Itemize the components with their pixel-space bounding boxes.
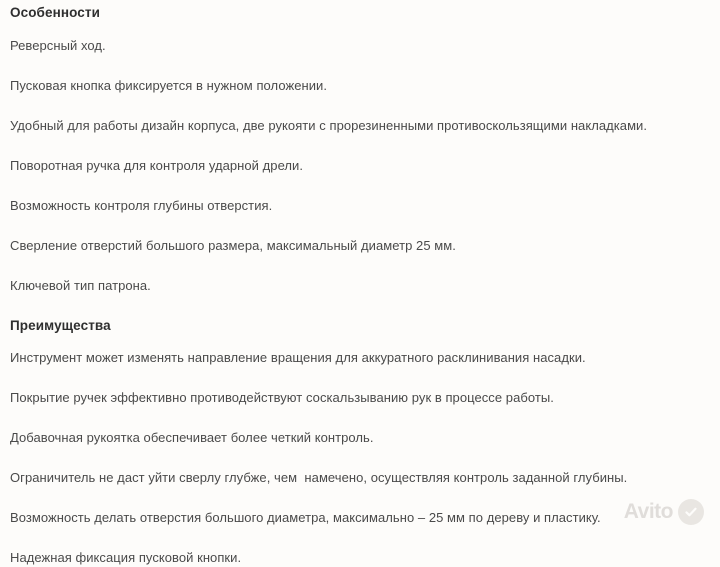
- section-title-advantages: Преимущества: [10, 318, 111, 333]
- avito-watermark: [624, 499, 704, 525]
- list-item: Ключевой тип патрона.: [10, 278, 151, 293]
- list-item: Возможность делать отверстия большого диаметра, максимально – 25 мм по дереву и пластику.: [10, 510, 601, 525]
- list-item: Надежная фиксация пусковой кнопки.: [10, 550, 242, 565]
- list-item: Инструмент может изменять направление вращения для аккуратного расклинивания насадки.: [10, 350, 586, 365]
- advantages-list: [10, 349, 710, 567]
- list-item: Покрытие ручек эффективно противодействуют соскальзыванию рук в процессе работы.: [10, 390, 554, 405]
- list-item: Возможность контроля глубины отверстия.: [10, 198, 273, 213]
- list-item: Реверсный ход.: [10, 38, 106, 53]
- list-item: Добавочная рукоятка обеспечивает более четкий контроль.: [10, 430, 374, 445]
- section-title-features: Особенности: [10, 5, 100, 20]
- list-item: Поворотная ручка для контроля ударной дрели.: [10, 158, 304, 173]
- list-item: Пусковая кнопка фиксируется в нужном положении.: [10, 78, 327, 93]
- list-item: Сверление отверстий большого размера, максимальный диаметр 25 мм.: [10, 238, 456, 253]
- features-list: [10, 37, 710, 295]
- watermark-label: Avito: [623, 500, 673, 523]
- list-item: Удобный для работы дизайн корпуса, две рукояти с прорезиненными противоскользящими накладками.: [10, 118, 648, 133]
- checkmark-circle-icon: [678, 499, 704, 525]
- list-item: Ограничитель не даст уйти сверлу глубже, чем намечено, осуществляя контроль заданной глубины.: [10, 470, 628, 485]
